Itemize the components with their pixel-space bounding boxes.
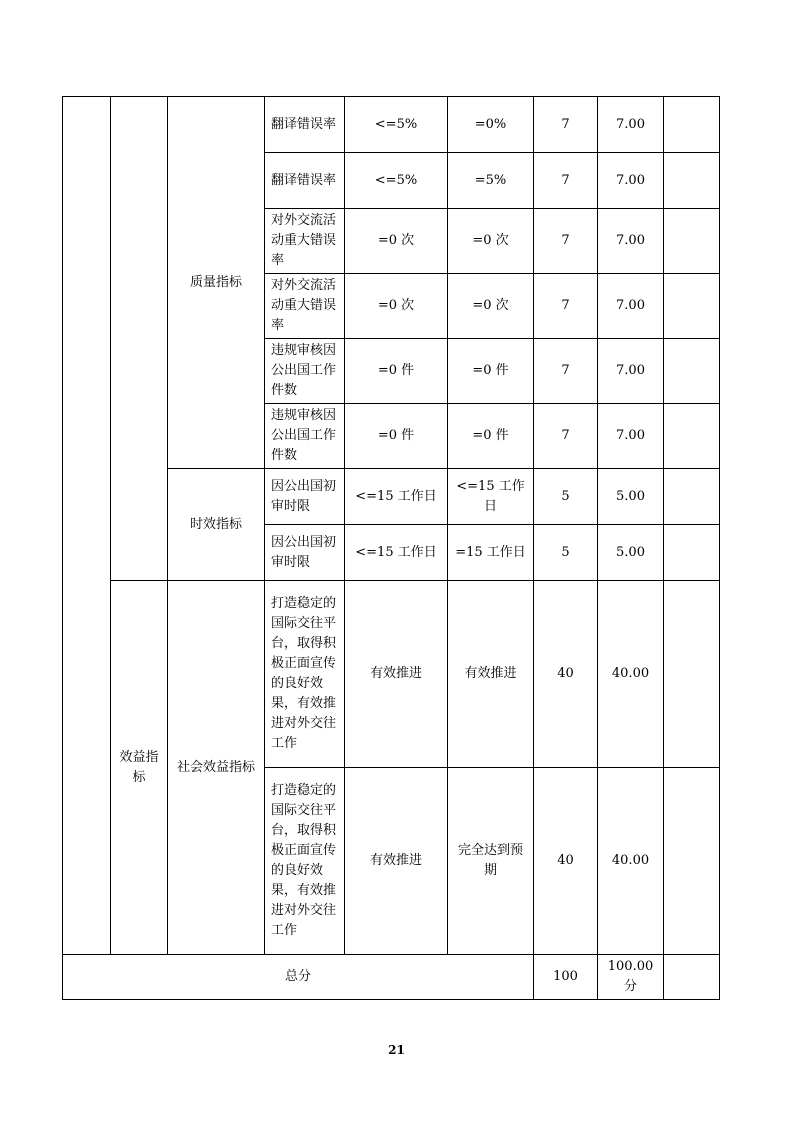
indicator-score: 7.00	[598, 209, 664, 274]
indicator-score: 40.00	[598, 581, 664, 768]
indicator-score: 40.00	[598, 768, 664, 955]
level2-quality-cell: 质量指标	[168, 97, 265, 469]
indicator-actual: =0 次	[448, 274, 534, 339]
indicator-score: 7.00	[598, 339, 664, 404]
total-score: 100.00分	[598, 955, 664, 1000]
indicator-weight: 7	[534, 153, 598, 209]
level2-social-cell: 社会效益指标	[168, 581, 265, 955]
indicator-weight: 5	[534, 525, 598, 581]
indicator-target: =0 次	[345, 274, 448, 339]
total-row	[63, 955, 720, 1000]
performance-evaluation-table	[62, 96, 720, 1000]
indicator-target: 有效推进	[345, 581, 448, 768]
indicator-name: 违规审核因公出国工作件数	[265, 404, 345, 469]
indicator-remark	[664, 97, 720, 153]
level1-cell-output-continued	[111, 97, 168, 581]
indicator-weight: 5	[534, 469, 598, 525]
indicator-name: 因公出国初审时限	[265, 469, 345, 525]
indicator-score: 7.00	[598, 97, 664, 153]
indicator-name: 对外交流活动重大错误率	[265, 274, 345, 339]
indicator-score: 5.00	[598, 525, 664, 581]
indicator-target: =0 件	[345, 339, 448, 404]
indicator-target: <=15 工作日	[345, 469, 448, 525]
indicator-remark	[664, 469, 720, 525]
total-label: 总分	[63, 955, 534, 1000]
indicator-name: 违规审核因公出国工作件数	[265, 339, 345, 404]
indicator-score: 7.00	[598, 153, 664, 209]
indicator-actual: =15 工作日	[448, 525, 534, 581]
indicator-name: 翻译错误率	[265, 153, 345, 209]
indicator-remark	[664, 581, 720, 768]
indicator-name: 打造稳定的国际交往平台，取得积极正面宣传的良好效果，有效推进对外交往工作	[265, 581, 345, 768]
indicator-actual: 完全达到预期	[448, 768, 534, 955]
indicator-remark	[664, 768, 720, 955]
total-weight: 100	[534, 955, 598, 1000]
indicator-weight: 7	[534, 209, 598, 274]
indicator-target: <=15 工作日	[345, 525, 448, 581]
indicator-target: =0 次	[345, 209, 448, 274]
level1-cell-continued	[63, 97, 111, 955]
indicator-score: 7.00	[598, 274, 664, 339]
indicator-target: <=5%	[345, 97, 448, 153]
indicator-remark	[664, 153, 720, 209]
table-row	[63, 581, 720, 768]
indicator-actual: =0%	[448, 97, 534, 153]
indicator-score: 5.00	[598, 469, 664, 525]
indicator-actual: =0 件	[448, 404, 534, 469]
indicator-target: <=5%	[345, 153, 448, 209]
indicator-weight: 7	[534, 339, 598, 404]
indicator-actual: =5%	[448, 153, 534, 209]
page-number: 21	[388, 1043, 405, 1057]
indicator-weight: 7	[534, 404, 598, 469]
indicator-actual: <=15 工作日	[448, 469, 534, 525]
indicator-weight: 40	[534, 768, 598, 955]
indicator-name: 因公出国初审时限	[265, 525, 345, 581]
level2-timeliness-cell: 时效指标	[168, 469, 265, 581]
indicator-name: 对外交流活动重大错误率	[265, 209, 345, 274]
indicator-name: 翻译错误率	[265, 97, 345, 153]
indicator-weight: 7	[534, 97, 598, 153]
table-row	[63, 97, 720, 153]
indicator-weight: 40	[534, 581, 598, 768]
indicator-actual: =0 次	[448, 209, 534, 274]
indicator-remark	[664, 525, 720, 581]
indicator-target: =0 件	[345, 404, 448, 469]
indicator-name: 打造稳定的国际交往平台，取得积极正面宣传的良好效果，有效推进对外交往工作	[265, 768, 345, 955]
indicator-actual: =0 件	[448, 339, 534, 404]
level1-benefit-cell: 效益指标	[111, 581, 168, 955]
indicator-score: 7.00	[598, 404, 664, 469]
total-remark	[664, 955, 720, 1000]
indicator-weight: 7	[534, 274, 598, 339]
indicator-target: 有效推进	[345, 768, 448, 955]
indicator-remark	[664, 404, 720, 469]
indicator-remark	[664, 209, 720, 274]
indicator-remark	[664, 274, 720, 339]
indicator-remark	[664, 339, 720, 404]
indicator-actual: 有效推进	[448, 581, 534, 768]
